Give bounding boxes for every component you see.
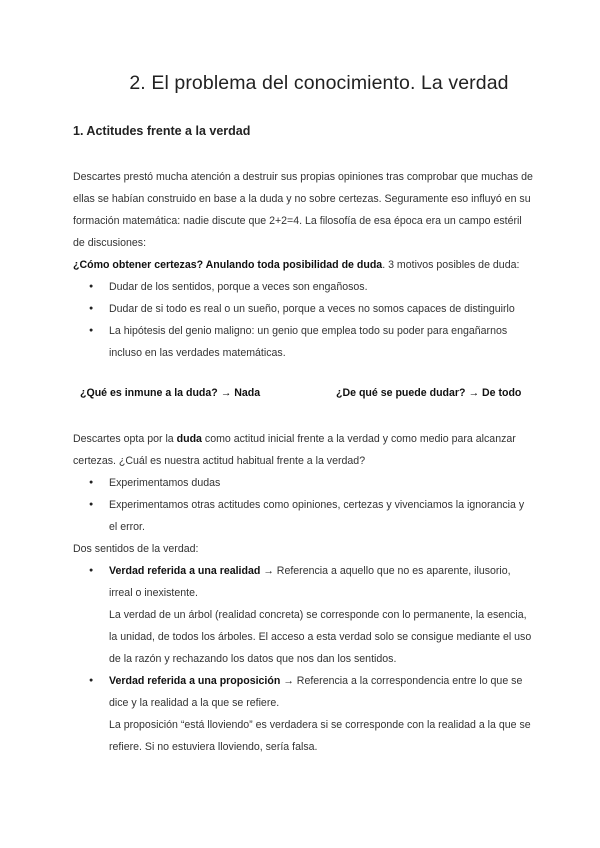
sense-def: → Referencia a aquello que no es aparente, ilusorio, irreal o inexistente. — [109, 565, 511, 599]
question-bold: ¿Cómo obtener certezas? Anulando toda posibilidad de duda — [73, 259, 383, 271]
senses-label: Dos sentidos de la verdad: — [73, 543, 199, 555]
list-item: ● Dudar de si todo es real o un sueño, porque a veces no somos capaces de distinguirlo — [73, 298, 533, 320]
para2-end: como actitud inicial frente a la verdad y como medio para alcanzar certezas. ¿Cuál es nuestra actitud habitual frente a la verdad? — [73, 433, 516, 467]
sense-def: → Referencia a la correspondencia entre lo que se dice y la realidad a la que se refiere. — [109, 675, 523, 709]
question-line — [73, 254, 533, 276]
section-body-2 — [73, 428, 533, 758]
section-heading: 1. Actitudes frente a la verdad — [73, 124, 251, 138]
sense-example: La verdad de un árbol (realidad concreta) se corresponde con lo permanente, la esencia, la unidad, de todos los árboles. El acceso a esta verdad solo se consigue mediante el uso de la razón y rechazando los datos que nos dan los sentidos. — [109, 609, 532, 665]
para2-start: Descartes opta por la — [73, 433, 177, 445]
sense-example: La proposición “está lloviendo” es verdadera si se corresponde con la realidad a la que se refiere. Si no estuviera lloviendo, sería falsa. — [109, 719, 531, 753]
section-body-1 — [73, 166, 533, 364]
sense-term: Verdad referida a una proposición — [109, 675, 281, 687]
para2-bold: duda — [176, 433, 202, 445]
sense-term: Verdad referida a una realidad — [109, 565, 261, 577]
senses-list — [73, 560, 533, 758]
list-item: ● La hipótesis del genio maligno: un genio que emplea todo su poder para engañarnos incluso en las verdades matemáticas. — [73, 320, 533, 364]
list-item — [73, 560, 533, 670]
intro-paragraph: Descartes prestó mucha atención a destruir sus propias opiniones tras comprobar que muchas de ellas se habían construido en base a la duda y no sobre certezas. Seguramente eso influyó en su formación matemática: nadie discute que 2+2=4. La filosofía de esa época era un campo estéril de discusiones: — [73, 171, 533, 249]
list-item: ● Experimentamos otras actitudes como opiniones, certezas y vivenciamos la ignorancia y el error. — [73, 494, 533, 538]
qa-left: ¿Qué es inmune a la duda? → Nada — [80, 387, 261, 399]
list-item — [73, 670, 533, 758]
doubt-reasons-list — [73, 276, 533, 364]
list-item: ● Dudar de los sentidos, porque a veces son engañosos. — [73, 276, 533, 298]
para2 — [73, 428, 533, 472]
page-title: 2. El problema del conocimiento. La verdad — [129, 72, 509, 94]
qa-right: ¿De qué se puede dudar? → De todo — [336, 387, 522, 399]
qa-row — [80, 387, 520, 399]
question-rest: . 3 motivos posibles de duda: — [382, 259, 520, 271]
list-item: ● Experimentamos dudas — [73, 472, 533, 494]
attitudes-list — [73, 472, 533, 538]
